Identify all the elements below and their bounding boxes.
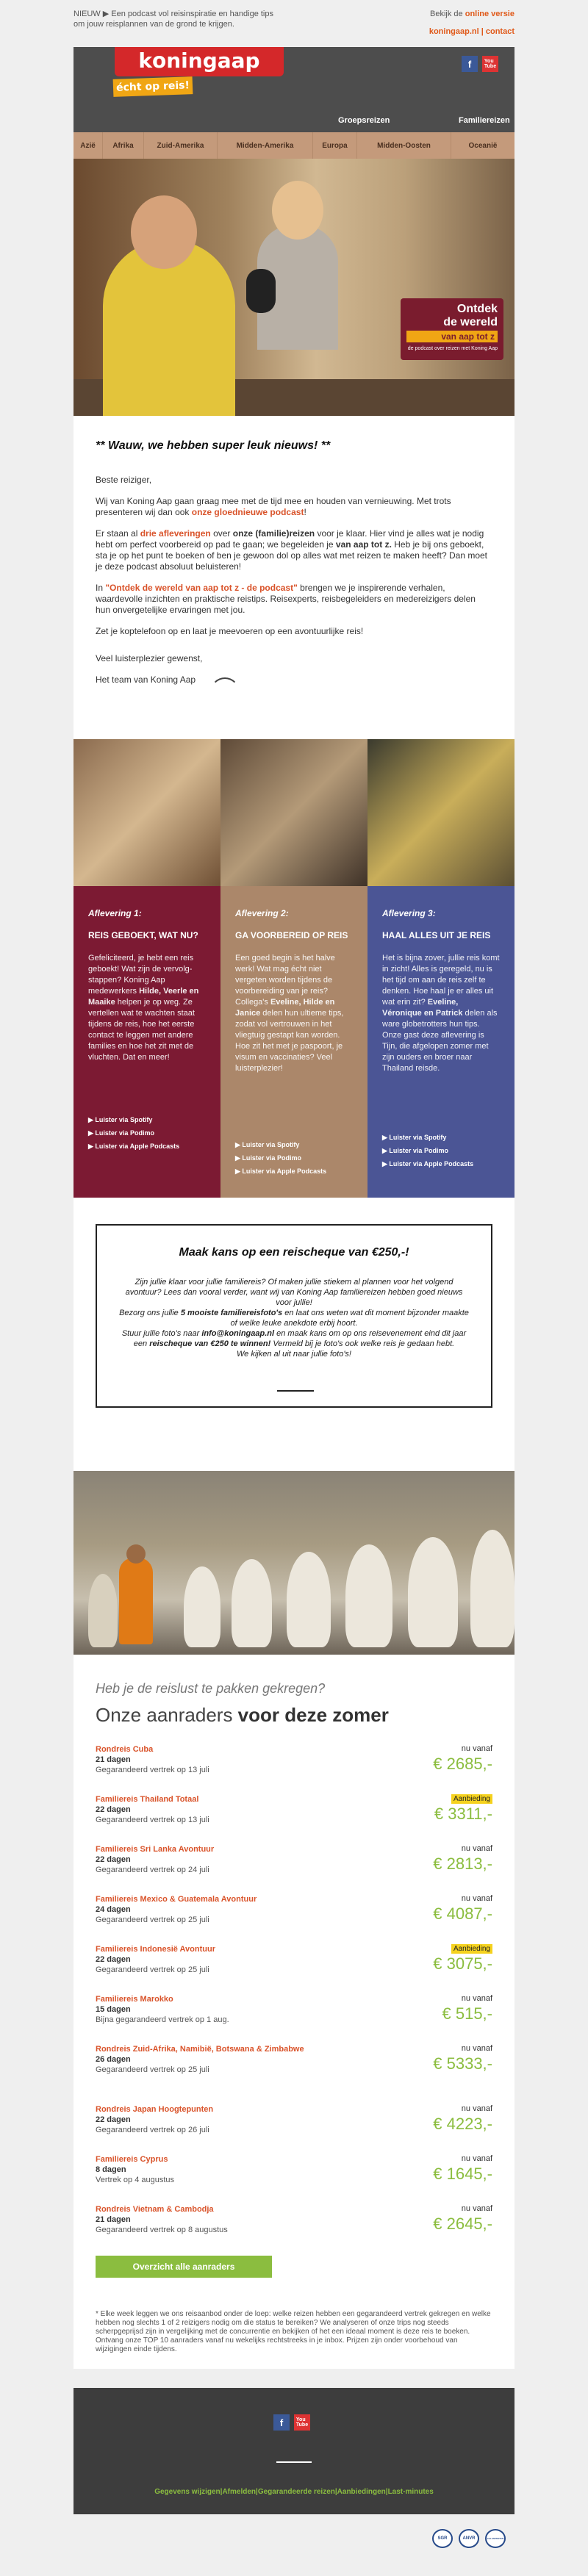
preheader-right: [429, 9, 514, 43]
header-social: [462, 56, 498, 72]
podimo-link[interactable]: ▶ Luister via Podimo: [235, 1154, 301, 1162]
tour-row[interactable]: [96, 2044, 492, 2104]
all-tours-button[interactable]: Overzicht alle aanraders: [96, 2256, 272, 2278]
offer-badge: Aanbieding: [451, 1794, 492, 1804]
buddha-statue: [232, 1559, 272, 1647]
intro-p2: Er staan al drie afleveringen over onze (familie)reizen voor je klaar. Hier vind je alles wat je nodig hebt om perfect voorbereid op pad te gaan; we begeleiden je van aap tot z. Heb je bij ons geboekt, sta je op het punt te boeken of ben je gewoon dol op alles wat met reizen te maken heeft? Dan moet je deze podcast absoluut beluisteren!: [96, 528, 488, 572]
episode-title: HAAL ALLES UIT JE REIS: [382, 930, 491, 940]
tours-subtitle: Heb je de reislust te pakken gekregen?: [96, 1681, 326, 1696]
contest-divider: [277, 1390, 314, 1392]
episode-3-image[interactable]: [368, 739, 514, 886]
intro-p1: Wij van Koning Aap gaan graag mee met de tijd mee en houden van vernieuwing. Met trots presenteren wij dan ook onze gloednieuwe podcast!: [96, 496, 451, 517]
tour-row[interactable]: [96, 1844, 492, 1894]
tour-days: 24 dagen: [96, 1905, 131, 1914]
tour-name[interactable]: Familiereis Mexico & Guatemala Avontuur: [96, 1895, 257, 1904]
tour-departure: Gegarandeerd vertrek op 13 juli: [96, 1766, 209, 1774]
episodes: [74, 739, 514, 1198]
tour-days: 22 dagen: [96, 1855, 131, 1864]
tour-row[interactable]: [96, 1894, 492, 1944]
tour-departure: Gegarandeerd vertrek op 26 juli: [96, 2126, 209, 2134]
familiereizen-link[interactable]: Familiereizen: [459, 116, 510, 125]
anvr-seal-icon: ANVR: [459, 2529, 479, 2548]
logo[interactable]: kοningaap: [115, 47, 284, 76]
youtube-icon[interactable]: You Tube: [482, 56, 498, 72]
spotify-link[interactable]: ▶ Luister via Spotify: [235, 1141, 300, 1148]
intro-greeting: Beste reiziger,: [96, 475, 152, 485]
from-label: nu vanaf: [461, 2154, 492, 2163]
tour-departure: Gegarandeerd vertrek op 25 juli: [96, 2065, 209, 2074]
podcast-link[interactable]: onze gloednieuwe podcast: [191, 507, 304, 517]
buddha-statue: [184, 1566, 220, 1647]
tour-price: € 515,-: [442, 2004, 492, 2023]
tour-row[interactable]: [96, 2154, 492, 2204]
podcast-badge: [401, 298, 503, 360]
nav-item-zuid-amerika[interactable]: Zuid-Amerika: [144, 132, 218, 159]
contest-l1: Zijn jullie klaar voor jullie familiereis? Of maken jullie stiekem al plannen voor het volgend avontuur? Lees dan vooral verder, want wij van Koning Aap familiereizen hebben goed nieuws voor jullie!: [125, 1278, 463, 1307]
top-links[interactable]: koningaap.nl | contact: [429, 27, 514, 36]
nav-item-oceanie[interactable]: Oceanië: [468, 141, 498, 150]
main-nav: [74, 132, 514, 159]
tour-departure: Vertrek op 4 augustus: [96, 2176, 175, 2184]
trust-seals: [432, 2529, 506, 2548]
spotify-link[interactable]: ▶ Luister via Spotify: [88, 1116, 153, 1123]
buddha-statue: [470, 1530, 514, 1647]
footer-links[interactable]: Gegevens wijzigen|Afmelden|Gegarandeerde reizen|Aanbiedingen|Last-minutes: [154, 2488, 434, 2496]
tour-days: 21 dagen: [96, 2215, 131, 2224]
episode-label: Aflevering 3:: [382, 908, 436, 918]
episode-label: Aflevering 1:: [88, 908, 142, 918]
buddha-statue: [408, 1537, 458, 1647]
contest-title: Maak kans op een reischeque van €250,-!: [179, 1246, 409, 1259]
tour-price: € 4223,-: [433, 2115, 492, 2133]
logo-tagline: écht op reis!: [113, 76, 193, 97]
tour-name[interactable]: Familiereis Thailand Totaal: [96, 1795, 199, 1804]
microphone-icon: [246, 269, 276, 313]
tour-name[interactable]: Familiereis Indonesië Avontuur: [96, 1945, 215, 1954]
tour-name[interactable]: Familiereis Cyprus: [96, 2155, 168, 2164]
tour-days: 22 dagen: [96, 1955, 131, 1964]
intro-p5: Veel luisterplezier gewenst,: [96, 653, 203, 663]
youtube-icon[interactable]: You Tube: [294, 2414, 310, 2431]
tour-days: 8 dagen: [96, 2165, 126, 2174]
contest-box: [96, 1224, 492, 1408]
tour-row[interactable]: [96, 1744, 492, 1794]
header: [74, 47, 514, 132]
intro-p3: In "Ontdek de wereld van aap tot z - de podcast" brengen we je inspirerende verhalen, waardevolle inzichten en praktische reistips. Reisexperts, reisbegeleiders en medereizigers delen hun onvergetelijke ervaringen met jou.: [96, 583, 476, 615]
tour-price: € 1645,-: [433, 2165, 492, 2183]
tours-heading: Onze aanraders voor deze zomer: [96, 1704, 389, 1726]
intro-p4: Zet je koptelefoon op en laat je meevoeren op een avontuurlijke reis!: [96, 626, 364, 636]
contest-l4: We kijken al uit naar jullie foto's!: [237, 1350, 351, 1359]
apple-podcasts-link[interactable]: ▶ Luister via Apple Podcasts: [235, 1168, 327, 1175]
intro-heading: ** Wauw, we hebben super leuk nieuws! **: [96, 439, 331, 452]
from-label: nu vanaf: [461, 2044, 492, 2053]
episode-3: [368, 739, 514, 1198]
spotify-link[interactable]: ▶ Luister via Spotify: [382, 1134, 447, 1141]
tour-price: € 5333,-: [433, 2054, 492, 2073]
facebook-icon[interactable]: f: [462, 56, 478, 72]
tour-list: [96, 1744, 492, 2254]
episode-1-links: [88, 1112, 179, 1152]
tour-row[interactable]: [96, 1794, 492, 1844]
tours-footnote: * Elke week leggen we ons reisaanbod onder de loep: welke reizen hebben een gegarandeerd vertrek gekregen en welke hebben nog slechts 1 of 2 reizigers nodig om die status te bereiken? We analyseren of onze trips nog steeds scherpgeprijsd zijn in vergelijking met de concurrentie en bekijken of het een ideaal moment is deze reis te boeken. Ontvang onze TOP 10 aanraders vanaf nu wekelijks rechtstreeks in je inbox. Prijzen zijn onder voorbehoud van wijzigingen einde tijdens.: [96, 2310, 491, 2353]
tour-departure: Gegarandeerd vertrek op 24 juli: [96, 1866, 209, 1874]
preheader: [0, 0, 588, 43]
offer-badge: Aanbieding: [451, 1944, 492, 1954]
groepsreizen-link[interactable]: Groepsreizen: [338, 116, 390, 125]
tour-name[interactable]: Rondreis Cuba: [96, 1745, 154, 1754]
episode-1: [74, 739, 220, 1198]
hero-woman-head: [272, 181, 323, 240]
temple-image[interactable]: [74, 1471, 514, 1655]
from-label: nu vanaf: [461, 1994, 492, 2003]
tour-days: 21 dagen: [96, 1755, 131, 1764]
signature-arrow-icon: [210, 677, 240, 707]
contest-email-link[interactable]: info@koningaap.nl: [201, 1329, 275, 1338]
intro-signature: Het team van Koning Aap: [96, 674, 196, 685]
facebook-icon[interactable]: f: [273, 2414, 290, 2431]
preheader-text: NIEUW ▶ Een podcast vol reisinspiratie en handige tips om jouw reisplannen van de grond te krijgen.: [74, 10, 273, 29]
badge-line1: Ontdek: [456, 303, 498, 315]
from-label: nu vanaf: [461, 2104, 492, 2113]
tour-departure: Gegarandeerd vertrek op 13 juli: [96, 1816, 209, 1824]
episode-title: GA VOORBEREID OP REIS: [235, 930, 348, 940]
tour-name[interactable]: Rondreis Japan Hoogtepunten: [96, 2105, 214, 2114]
tour-price: € 2813,-: [433, 1854, 492, 1873]
tour-name[interactable]: Rondreis Vietnam & Cambodja: [96, 2205, 214, 2214]
badge-line3: van aap tot z: [406, 331, 498, 342]
tour-price: € 3075,-: [433, 1954, 492, 1973]
podcast-title-link[interactable]: "Ontdek de wereld van aap tot z - de podcast": [105, 583, 298, 593]
episode-text: Een goed begin is het halve werk! Wat mag écht niet vergeten worden tijdens de voorbereiding van je reis? Collega's Eveline, Hilde en Janice delen hun ultieme tips, zodat vol vertrouwen in het vliegtuig gestapt kan worden. Hoe zit het met je paspoort, je visum en vaccinaties? Veel luisterplezier!: [235, 954, 344, 1073]
online-prefix: Bekijk de: [430, 10, 463, 18]
footer: [74, 2388, 514, 2514]
badge-line2: de wereld: [443, 316, 498, 328]
buddha-statue: [88, 1574, 118, 1647]
nav-item-afrika[interactable]: Afrika: [103, 132, 144, 159]
tours-section: [74, 1655, 514, 2369]
tour-name[interactable]: Rondreis Zuid-Afrika, Namibië, Botswana & Zimbabwe: [96, 2045, 304, 2054]
contest-section: [74, 1198, 514, 1471]
tour-departure: Gegarandeerd vertrek op 25 juli: [96, 1965, 209, 1974]
tour-price: € 4087,-: [433, 1904, 492, 1923]
podimo-link[interactable]: ▶ Luister via Podimo: [88, 1129, 154, 1137]
tour-name[interactable]: Familiereis Marokko: [96, 1995, 173, 2004]
hero-image[interactable]: [74, 159, 514, 416]
episode-1-image[interactable]: [74, 739, 220, 886]
buddha-statue: [287, 1552, 331, 1647]
episode-2: [220, 739, 368, 1198]
episode-2-links: [235, 1137, 326, 1177]
from-label: nu vanaf: [461, 2204, 492, 2213]
tour-departure: Gegarandeerd vertrek op 8 augustus: [96, 2226, 228, 2234]
monk-head: [126, 1544, 146, 1564]
from-label: nu vanaf: [461, 1894, 492, 1903]
hero-man-head: [131, 195, 197, 269]
tour-days: 26 dagen: [96, 2055, 131, 2064]
tour-row[interactable]: [96, 1944, 492, 1994]
episode-2-image[interactable]: [220, 739, 368, 886]
footer-divider: [276, 2461, 312, 2463]
nav-item-europa[interactable]: Europa: [313, 132, 357, 159]
tour-days: 22 dagen: [96, 2115, 131, 2124]
nav-item-midden-oosten[interactable]: Midden-Oosten: [357, 132, 451, 159]
apple-podcasts-link[interactable]: ▶ Luister via Apple Podcasts: [382, 1160, 474, 1168]
tour-row[interactable]: [96, 2104, 492, 2154]
episode-label: Aflevering 2:: [235, 908, 289, 918]
episode-3-links: [382, 1130, 473, 1170]
nav-item-azie[interactable]: Azië: [74, 132, 103, 159]
tour-price: € 2645,-: [433, 2215, 492, 2233]
tour-days: 15 dagen: [96, 2005, 131, 2014]
tour-departure: Gegarandeerd vertrek op 25 juli: [96, 1915, 209, 1924]
online-version-link[interactable]: online versie: [465, 10, 514, 18]
tour-departure: Bijna gegarandeerd vertrek op 1 aug.: [96, 2015, 229, 2024]
apple-podcasts-link[interactable]: ▶ Luister via Apple Podcasts: [88, 1143, 180, 1150]
from-label: nu vanaf: [461, 1844, 492, 1853]
sgr-seal-icon: SGR: [432, 2529, 453, 2548]
intro-section: [74, 416, 514, 739]
tour-days: 22 dagen: [96, 1805, 131, 1814]
episode-text: Het is bijna zover, jullie reis komt in zicht! Alles is geregeld, nu is het tijd om aan de reis zelf te denken. Hoe haal je er alles uit wat erin zit? Eveline, Véronique en Patrick delen als ware globetrotters hun tips. Onze gast deze aflevering is Tijn, die afgelopen zomer met zijn ouders en broer naar Thailand reisde.: [382, 954, 500, 1073]
tour-row[interactable]: [96, 2204, 492, 2254]
tour-price: € 3311,-: [434, 1805, 492, 1823]
tour-name[interactable]: Familiereis Sri Lanka Avontuur: [96, 1845, 215, 1854]
calamiteitenfonds-seal-icon: CALAMITEITEN: [485, 2529, 506, 2548]
footer-social: [273, 2414, 310, 2431]
nav-item-midden-amerika[interactable]: Midden-Amerika: [218, 132, 313, 159]
episode-text: Gefeliciteerd, je hebt een reis geboekt! Wat zijn de vervolg-stappen? Koning Aap medewerkers Hilde, Veerle en Maaike helpen je op weg. Ze vertellen wat te wachten staat tijdens de reis, hoe het eerste contact te leggen met andere families en hoe het zit met de vluchten. Dat en meer!: [88, 954, 199, 1062]
contest-l3: Stuur jullie foto's naar info@koningaap.nl en maak kans om op ons reisevenement eind dit jaar een reischeque van €250 te winnen! Vermeld bij je foto's ook welke reis je gedaan hebt.: [121, 1329, 467, 1348]
monk-figure: [119, 1558, 153, 1644]
contest-l2: Bezorg ons jullie 5 mooiste familiereisfoto's en laat ons weten wat dit moment bijzonder maakte of welke leuke anekdote erbij hoort.: [119, 1309, 469, 1328]
buddha-statue: [345, 1544, 392, 1647]
episode-title: REIS GEBOEKT, WAT NU?: [88, 930, 198, 940]
badge-small: de podcast over reizen met Koning Aap: [407, 346, 498, 351]
tour-price: € 2685,-: [433, 1755, 492, 1773]
from-label: nu vanaf: [461, 1744, 492, 1753]
tour-row[interactable]: [96, 1994, 492, 2044]
podimo-link[interactable]: ▶ Luister via Podimo: [382, 1147, 448, 1154]
